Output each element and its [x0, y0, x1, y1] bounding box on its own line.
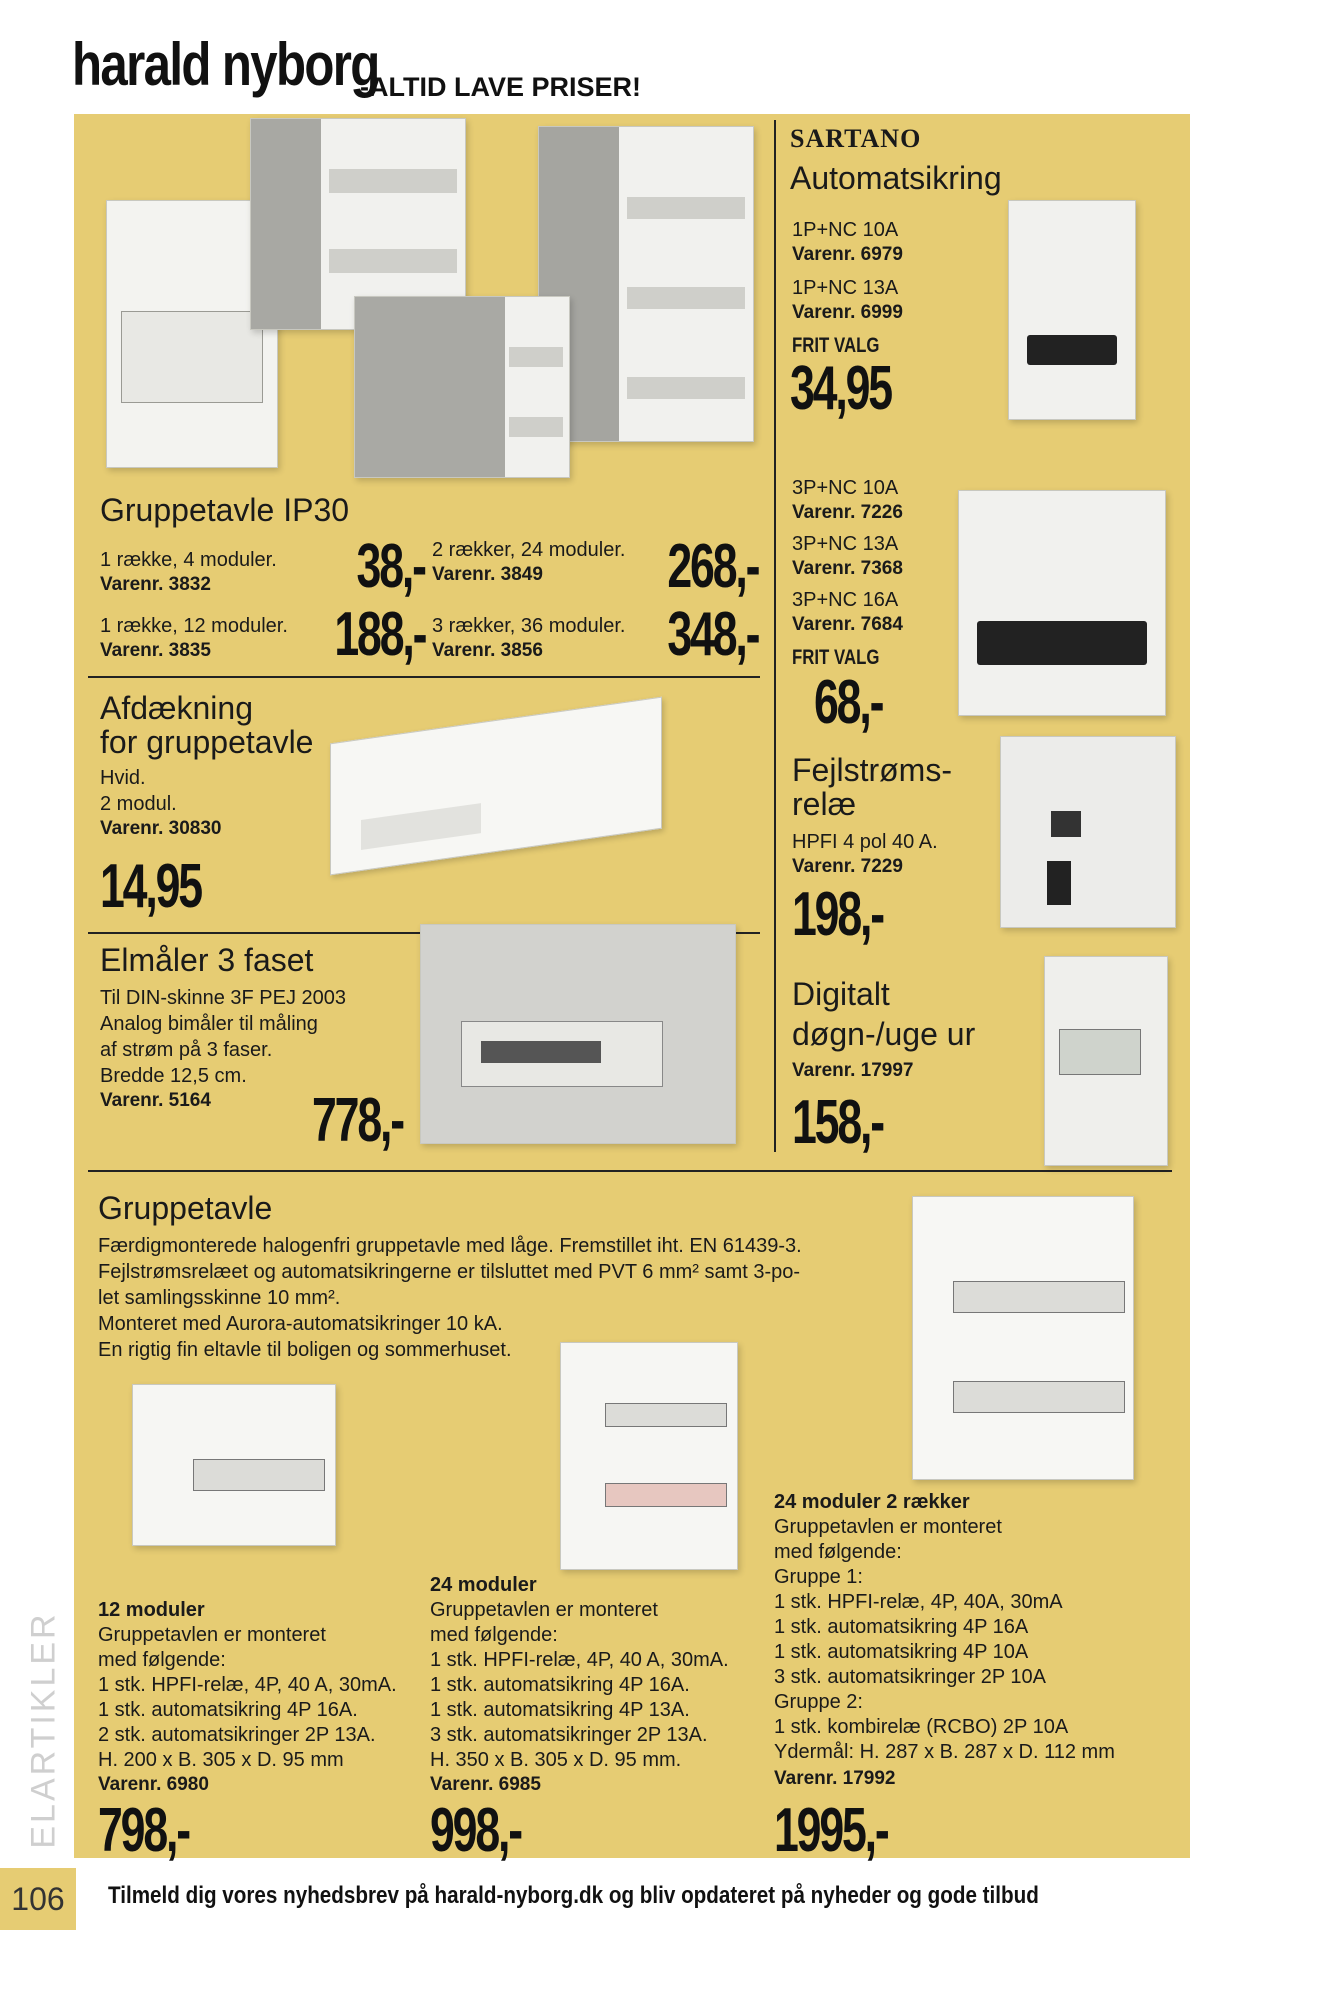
g24-varenr: Varenr. 6985: [430, 1774, 541, 1795]
elmaaler-line-4: Bredde 12,5 cm.: [100, 1065, 247, 1087]
elmaaler-varenr: Varenr. 5164: [100, 1090, 211, 1111]
g24-line: 3 stk. automatsikringer 2P 13A.: [430, 1724, 708, 1746]
fejlstroms-varenr: Varenr. 7229: [792, 856, 903, 877]
elmaaler-line-2: Analog bimåler til måling: [100, 1013, 318, 1035]
divider-gruppetavle: [88, 1170, 1172, 1172]
g12-price: 798,-: [98, 1796, 189, 1865]
g24x2-line: 1 stk. kombirelæ (RCBO) 2P 10A: [774, 1716, 1069, 1738]
g24-line: 1 stk. automatsikring 4P 13A.: [430, 1699, 690, 1721]
g24x2-line: Gruppe 1:: [774, 1566, 863, 1588]
frit-valg-1: FRIT VALG: [792, 334, 880, 357]
auto-2-varenr-1: Varenr. 7226: [792, 502, 903, 523]
elmaaler-title: Elmåler 3 faset: [100, 942, 314, 978]
afdaekning-varenr: Varenr. 30830: [100, 818, 222, 839]
fejlstroms-title-2: relæ: [792, 786, 857, 822]
digitalt-title-2: døgn-/uge ur: [792, 1016, 976, 1052]
automatsikring-price-1: 34,95: [790, 354, 891, 423]
digitalt-varenr: Varenr. 17997: [792, 1060, 914, 1081]
g24x2-line: 1 stk. automatsikring 4P 16A: [774, 1616, 1029, 1638]
ip30-item-3-desc: 2 rækker, 24 moduler.: [432, 539, 626, 561]
g24-line: H. 350 x B. 305 x D. 95 mm.: [430, 1749, 682, 1771]
ip30-item-4-desc: 3 rækker, 36 moduler.: [432, 615, 626, 637]
divider-ip30: [88, 676, 760, 678]
g24x2-line: Gruppe 2:: [774, 1691, 863, 1713]
auto-2-varenr-2: Varenr. 7368: [792, 558, 903, 579]
ip30-item-2-price: 188,-: [334, 600, 425, 669]
g12-line: med følgende:: [98, 1649, 226, 1671]
breaker-3p-image: [958, 490, 1166, 716]
ip30-item-2-varenr: Varenr. 3835: [100, 640, 211, 661]
g12-line: 1 stk. automatsikring 4P 16A.: [98, 1699, 358, 1721]
afdaekning-line-2: 2 modul.: [100, 793, 177, 815]
g24x2-line: Ydermål: H. 287 x B. 287 x D. 112 mm: [774, 1741, 1115, 1763]
elmaaler-line-3: af strøm på 3 faser.: [100, 1039, 273, 1061]
elmaaler-price: 778,-: [312, 1086, 403, 1155]
rcd-image: [1000, 736, 1176, 928]
g24-title: 24 moduler: [430, 1574, 537, 1596]
page-number: 106: [0, 1868, 76, 1930]
g24x2-line: Gruppetavlen er monteret: [774, 1516, 1002, 1538]
digitalt-price: 158,-: [792, 1088, 883, 1157]
ip30-item-4-varenr: Varenr. 3856: [432, 640, 543, 661]
g24x2-price: 1995,-: [774, 1796, 888, 1865]
breaker-1p-image: [1008, 200, 1136, 420]
g24x2-title: 24 moduler 2 rækker: [774, 1491, 970, 1513]
panel-3row-image: [538, 126, 754, 442]
fejlstroms-price: 198,-: [792, 880, 883, 949]
gruppetavle-line-3: let samlingsskinne 10 mm².: [98, 1287, 341, 1309]
g24x2-line: med følgende:: [774, 1541, 902, 1563]
ip30-item-1-desc: 1 række, 4 moduler.: [100, 549, 277, 571]
g24x2-line: 1 stk. automatsikring 4P 10A: [774, 1641, 1029, 1663]
gruppetavle-title: Gruppetavle: [98, 1190, 273, 1226]
g24x2-varenr: Varenr. 17992: [774, 1768, 896, 1789]
tagline: -ALTID LAVE PRISER!: [360, 72, 641, 102]
timer-image: [1044, 956, 1168, 1166]
g12-line: 1 stk. HPFI-relæ, 4P, 40 A, 30mA.: [98, 1674, 397, 1696]
automatsikring-title: Automatsikring: [790, 160, 1002, 196]
auto-2-label-3: 3P+NC 16A: [792, 589, 899, 611]
panel-24x2-image: [912, 1196, 1134, 1480]
sartano-brand: SARTANO: [790, 124, 922, 153]
g24-line: med følgende:: [430, 1624, 558, 1646]
ip30-item-4-price: 348,-: [667, 600, 758, 669]
ip30-item-3-varenr: Varenr. 3849: [432, 564, 543, 585]
g12-line: Gruppetavlen er monteret: [98, 1624, 326, 1646]
g24-line: 1 stk. automatsikring 4P 16A.: [430, 1674, 690, 1696]
auto-2-label-2: 3P+NC 13A: [792, 533, 899, 555]
g24-line: 1 stk. HPFI-relæ, 4P, 40 A, 30mA.: [430, 1649, 729, 1671]
auto-1-label-2: 1P+NC 13A: [792, 277, 899, 299]
g24-price: 998,-: [430, 1796, 521, 1865]
ip30-title: Gruppetavle IP30: [100, 492, 350, 528]
digitalt-title-1: Digitalt: [792, 976, 890, 1012]
g12-varenr: Varenr. 6980: [98, 1774, 209, 1795]
gruppetavle-line-1: Færdigmonterede halogenfri gruppetavle med låge. Fremstillet iht. EN 61439-3.: [98, 1235, 802, 1257]
g12-line: H. 200 x B. 305 x D. 95 mm: [98, 1749, 344, 1771]
section-sidebar: [14, 1600, 74, 1860]
section-label: ELARTIKLER: [24, 1611, 63, 1849]
g12-line: 2 stk. automatsikringer 2P 13A.: [98, 1724, 376, 1746]
fejlstroms-title-1: Fejlstrøms-: [792, 752, 952, 788]
frit-valg-2: FRIT VALG: [792, 646, 880, 669]
panel-2row-image: [354, 296, 570, 478]
energy-meter-image: [420, 924, 736, 1144]
afdaekning-title-1: Afdækning: [100, 690, 253, 726]
afdaekning-line-1: Hvid.: [100, 767, 146, 789]
auto-1-label-1: 1P+NC 10A: [792, 219, 899, 241]
gruppetavle-line-4: Monteret med Aurora-automatsikringer 10 kA.: [98, 1313, 503, 1335]
afdaekning-price: 14,95: [100, 852, 201, 921]
ip30-item-1-price: 38,-: [356, 532, 425, 601]
brand-logo: harald nyborg: [72, 31, 379, 98]
ip30-item-3-price: 268,-: [667, 532, 758, 601]
g24x2-line: 1 stk. HPFI-relæ, 4P, 40A, 30mA: [774, 1591, 1063, 1613]
afdaekning-title-2: for gruppetavle: [100, 724, 314, 760]
ip30-item-2-desc: 1 række, 12 moduler.: [100, 615, 288, 637]
auto-1-varenr-1: Varenr. 6979: [792, 244, 903, 265]
elmaaler-line-1: Til DIN-skinne 3F PEJ 2003: [100, 987, 347, 1009]
gruppetavle-line-5: En rigtig fin eltavle til boligen og sommerhuset.: [98, 1339, 512, 1361]
ip30-item-1-varenr: Varenr. 3832: [100, 574, 211, 595]
column-divider: [774, 120, 776, 1152]
fejlstroms-line-1: HPFI 4 pol 40 A.: [792, 831, 938, 853]
panel-12-image: [132, 1384, 336, 1546]
g24-line: Gruppetavlen er monteret: [430, 1599, 658, 1621]
g24x2-line: 3 stk. automatsikringer 2P 10A: [774, 1666, 1046, 1688]
auto-2-varenr-3: Varenr. 7684: [792, 614, 903, 635]
panel-24-image: [560, 1342, 738, 1570]
gruppetavle-line-2: Fejlstrømsrelæet og automatsikringerne er tilsluttet med PVT 6 mm² samt 3-po-: [98, 1261, 801, 1283]
auto-2-label-1: 3P+NC 10A: [792, 477, 899, 499]
automatsikring-price-2: 68,-: [814, 668, 883, 737]
newsletter-footer: Tilmeld dig vores nyhedsbrev på harald-nyborg.dk og bliv opdateret på nyheder og gode tilbud: [108, 1882, 1039, 1909]
g12-title: 12 moduler: [98, 1599, 205, 1621]
auto-1-varenr-2: Varenr. 6999: [792, 302, 903, 323]
